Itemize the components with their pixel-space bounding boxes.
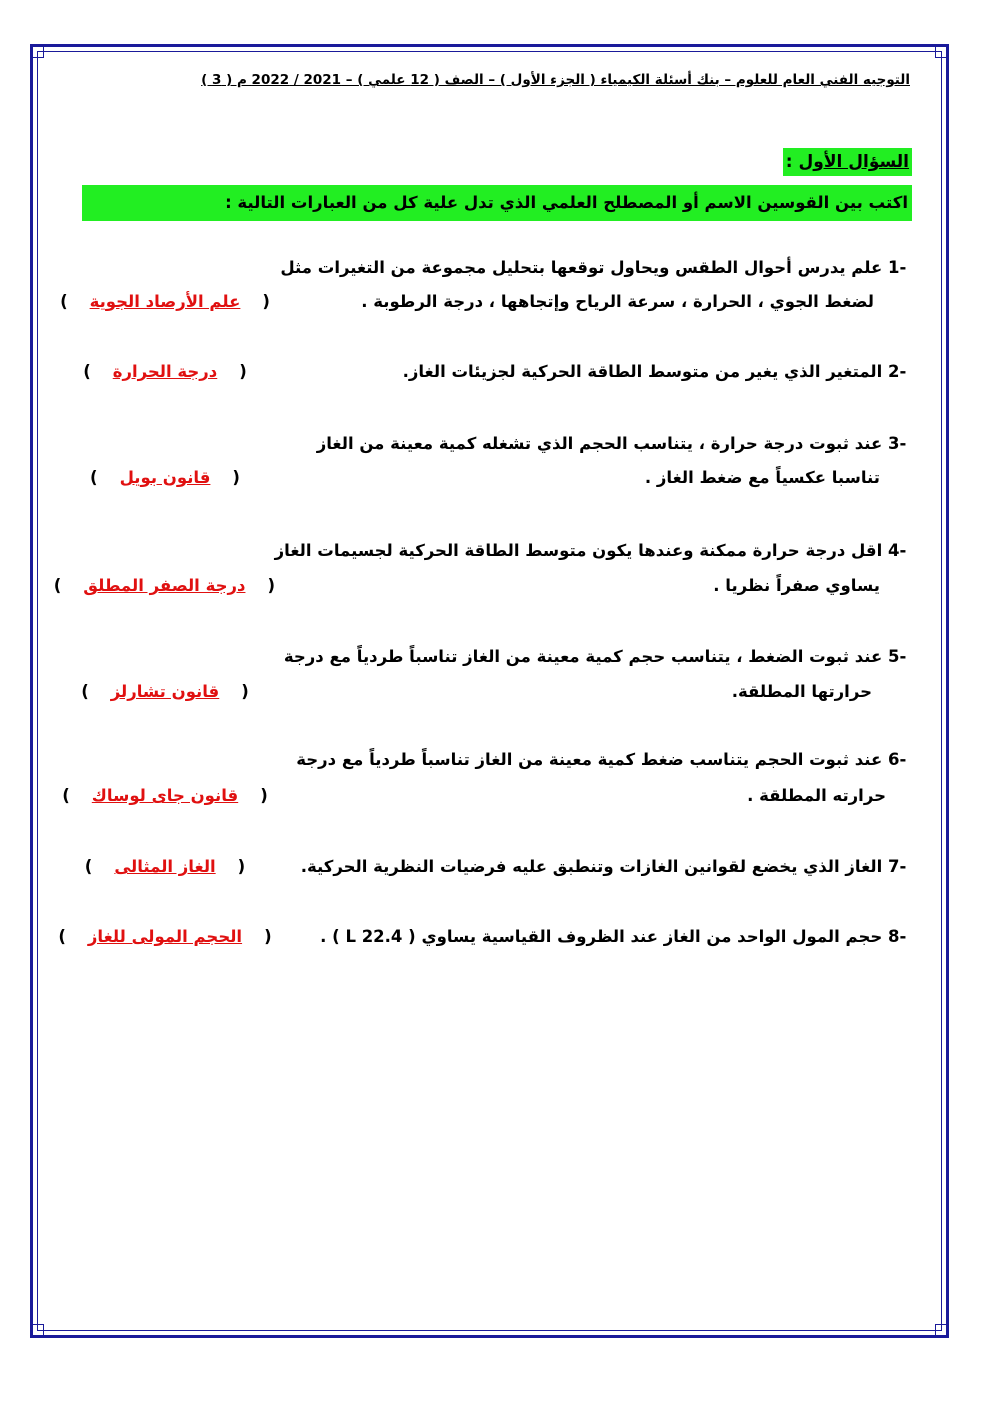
answer-4: (درجة الصفر المطلق) <box>53 576 275 595</box>
answer-text: علم الأرصاد الجوية <box>89 292 241 311</box>
question-item-7 <box>301 851 922 883</box>
item-text: علم يدرس أحوال الطقس ويحاول توقعها بتحليل مجموعة من التغيرات مثل <box>280 258 883 277</box>
question-item-5 <box>284 641 922 673</box>
answer-text: الحجم المولى للغاز <box>87 927 243 946</box>
question-title-colon: : <box>785 152 793 172</box>
answer-2: (درجة الحرارة) <box>83 362 247 381</box>
answer-5: (قانون تشارلز) <box>81 682 249 701</box>
item-text-line2: حرارته المطلقة . <box>747 786 886 805</box>
answer-3: (قانون بويل) <box>90 468 240 487</box>
corner-ornament <box>935 1324 949 1338</box>
corner-ornament <box>30 1324 44 1338</box>
item-number: -3 <box>888 434 907 453</box>
question-item-2 <box>403 356 922 388</box>
item-number: -4 <box>888 541 907 560</box>
answer-text: قانون تشارلز <box>110 682 220 701</box>
question-title <box>783 148 912 176</box>
item-text-line2: حرارتها المطلقة. <box>731 682 872 701</box>
answer-7: (الغاز المثالى) <box>84 857 246 876</box>
question-item-1 <box>280 252 922 284</box>
question-item-3 <box>317 428 922 460</box>
instruction: اكتب بين القوسين الاسم أو المصطلح العلمي الذي تدل علية كل من العبارات التالية : <box>82 185 912 221</box>
item-text-line2: تناسبا عكسياً مع ضغط الغاز . <box>644 468 880 487</box>
item-text: المتغير الذي يغير من متوسط الطاقة الحركية لجزيئات الغاز. <box>402 362 883 381</box>
corner-ornament <box>30 44 44 58</box>
answer-1: (علم الأرصاد الجوية) <box>60 292 270 311</box>
answer-text: قانون بويل <box>119 468 211 487</box>
item-number: -5 <box>888 647 907 666</box>
answer-text: درجة الصفر المطلق <box>83 576 246 595</box>
question-item-6 <box>296 744 922 776</box>
item-text: اقل درجة حرارة ممكنة وعندها يكون متوسط الطاقة الحركية لجسيمات الغاز <box>274 541 883 560</box>
question-item-8 <box>320 921 922 953</box>
item-text: الغاز الذي يخضع لقوانين الغازات وتنطبق عليه فرضيات النظرية الحركية. <box>300 857 883 876</box>
item-text: عند ثبوت درجة حرارة ، يتناسب الحجم الذي تشغله كمية معينة من الغاز <box>316 434 883 453</box>
answer-text: درجة الحرارة <box>112 362 218 381</box>
item-number: -7 <box>888 857 907 876</box>
item-text-line2: يساوي صفراً نظريا . <box>713 576 880 595</box>
item-text: حجم المول الواحد من الغاز عند الظروف القياسية يساوي ( 22.4 L ) . <box>320 927 883 946</box>
item-number: -1 <box>888 258 907 277</box>
answer-6: (قانون جاى لوساك) <box>62 786 268 805</box>
page-header: التوجيه الفني العام للعلوم – بنك أسئلة الكيمياء ( الجزء الأول ) – الصف ( 12 علمي ) – 2021 / 2022 م ( 3 ) <box>201 72 910 88</box>
item-text-line2: لضغط الجوي ، الحرارة ، سرعة الرياح وإتجاهها ، درجة الرطوبة . <box>361 292 874 311</box>
answer-8: (الحجم المولى للغاز) <box>58 927 272 946</box>
item-text: عند ثبوت الضغط ، يتناسب حجم كمية معينة من الغاز تناسباً طردياً مع درجة <box>283 647 883 666</box>
question-item-4 <box>275 535 922 567</box>
question-title-text: السؤال الأول <box>798 152 909 172</box>
item-text: عند ثبوت الحجم يتناسب ضغط كمية معينة من الغاز تناسباً طردياً مع درجة <box>296 750 883 769</box>
item-number: -8 <box>888 927 907 946</box>
corner-ornament <box>935 44 949 58</box>
item-number: -2 <box>888 362 907 381</box>
answer-text: الغاز المثالى <box>114 857 216 876</box>
answer-text: قانون جاى لوساك <box>91 786 239 805</box>
item-number: -6 <box>888 750 907 769</box>
